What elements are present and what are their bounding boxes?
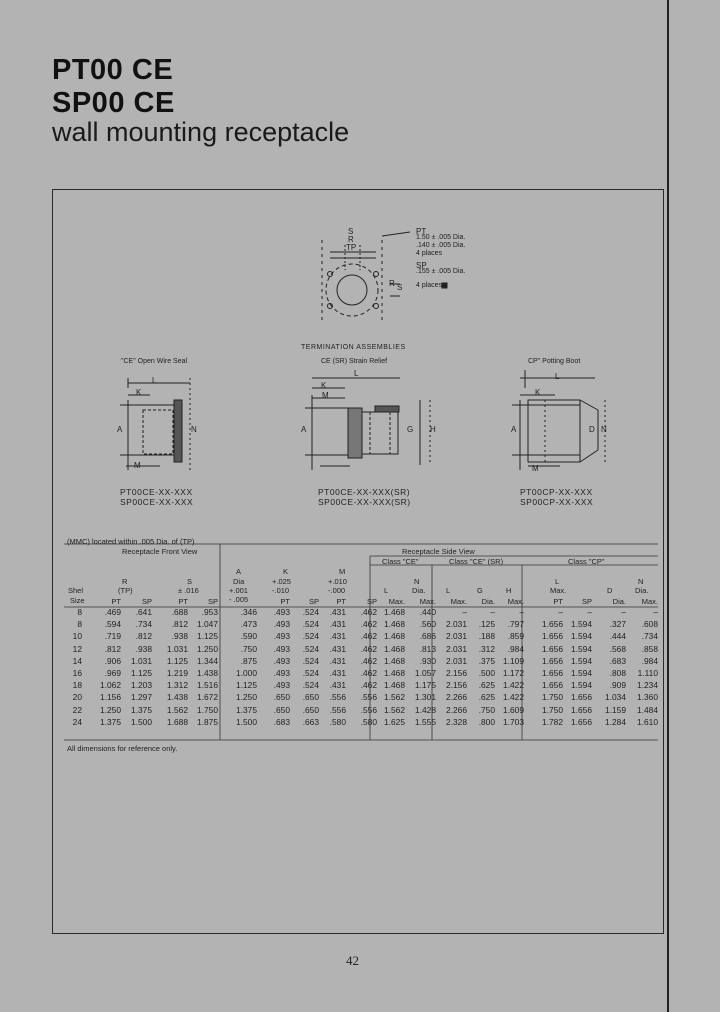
table-cell: 1.297 (131, 692, 152, 703)
front-r-label: R (389, 279, 395, 288)
table-cell: .938 (135, 643, 152, 654)
cp-dim-a: A (511, 425, 517, 434)
table-cell: .797 (507, 619, 524, 630)
table-cell: 1.109 (503, 655, 524, 666)
hdr-r: R (122, 577, 128, 586)
ce-dim-k: K (136, 388, 142, 397)
column-subheader: SP (207, 597, 218, 606)
table-cell: .683 (273, 716, 290, 727)
ce-dim-m: M (134, 461, 141, 470)
table-cell: 1.175 (415, 680, 436, 691)
termination-heading: TERMINATION ASSEMBLIES (301, 344, 406, 351)
table-cell: 1.562 (384, 692, 405, 703)
table-cell: .375 (478, 655, 495, 666)
table-cell: 1.125 (197, 631, 218, 642)
table-cell: 2.031 (446, 631, 467, 642)
table-cell: .431 (329, 619, 346, 630)
column-subheader: SP (141, 597, 152, 606)
table-cell: 1.468 (384, 631, 405, 642)
table-cell: .688 (171, 607, 188, 617)
table-cell: 1.468 (384, 655, 405, 666)
table-cell: 1.438 (167, 692, 188, 703)
table-cell: 1.219 (167, 667, 188, 678)
sr-dim-m: M (322, 391, 329, 400)
ce-sr-heading: CE (SR) Strain Relief (321, 358, 388, 365)
table-cell: 1.562 (167, 704, 188, 715)
table-cell: 1.468 (384, 643, 405, 654)
table-cell: .493 (273, 631, 290, 642)
table-cell: 1.468 (384, 680, 405, 691)
table-cell: 18 (72, 680, 82, 691)
table-cell: 1.656 (542, 667, 563, 678)
table-cell: 1.516 (197, 680, 218, 691)
table-cell: .431 (329, 643, 346, 654)
table-cell: 14 (72, 655, 82, 666)
column-subheader: PT (280, 597, 290, 606)
table-cell: 1.203 (131, 680, 152, 691)
table-cell: .431 (329, 680, 346, 691)
table-row (64, 619, 658, 631)
mmc-note: (MMC) located within .005 Dia. of (TP) (67, 537, 195, 546)
table-cell: .858 (641, 643, 658, 654)
table-cell: 1.555 (415, 716, 436, 727)
table-cell: 1.656 (571, 692, 592, 703)
sr-caption-pt: PT00CE-XX-XXX(SR) (318, 487, 411, 497)
table-cell: 1.688 (167, 716, 188, 727)
table-row (64, 705, 658, 717)
table-cell: .312 (478, 643, 495, 654)
table-cell: .984 (507, 643, 524, 654)
table-cell: .524 (302, 619, 319, 630)
table-cell: 1.750 (542, 692, 563, 703)
front-sp-label: SP (416, 261, 427, 270)
table-cell: 1.610 (637, 716, 658, 727)
table-cell: 8 (77, 619, 82, 630)
sr-dim-a: A (301, 425, 307, 434)
table-cell: .431 (329, 631, 346, 642)
table-cell: 1.344 (197, 655, 218, 666)
hdr-k-tol1: +.025 (272, 577, 291, 586)
table-cell: .953 (201, 607, 218, 617)
table-cell: 1.594 (571, 619, 592, 630)
table-cell: .750 (240, 643, 257, 654)
hdr-m-tol2: -.000 (328, 586, 346, 595)
table-cell: .683 (609, 655, 626, 666)
column-subheader: Dia. (612, 597, 626, 606)
table-cell: .560 (419, 619, 436, 630)
table-cell: .641 (135, 607, 152, 617)
column-subheader: Max. (450, 597, 467, 606)
sr-dim-l: L (354, 369, 359, 378)
table-cell: .462 (360, 643, 377, 654)
cp-caption-sp: SP00CP-XX-XXX (520, 497, 594, 507)
hdr-k-tol2: -.010 (272, 586, 290, 595)
table-cell: – (587, 607, 592, 617)
table-cell: 1.250 (197, 643, 218, 654)
front-label-tp: TP (346, 243, 357, 252)
table-cell: 1.594 (571, 643, 592, 654)
table-cell: .440 (419, 607, 436, 617)
table-cell: .493 (273, 680, 290, 691)
table-cell: .493 (273, 607, 290, 617)
table-cell: .524 (302, 643, 319, 654)
table-cell: 1.422 (503, 692, 524, 703)
table-cell: 1.031 (167, 643, 188, 654)
table-cell: 2.156 (446, 680, 467, 691)
table-cell: 1.484 (637, 704, 658, 715)
table-cell: 1.703 (503, 716, 524, 727)
table-cell: .875 (240, 655, 257, 666)
table-cell: .524 (302, 607, 319, 617)
column-subheader: Max. (419, 597, 436, 606)
hdr-h: H (506, 586, 512, 595)
table-cell: .188 (478, 631, 495, 642)
table-cell: 1.500 (131, 716, 152, 727)
cp-dim-l: L (555, 372, 560, 381)
hdr-l-sr: L (446, 586, 451, 595)
table-cell: .524 (302, 655, 319, 666)
table-cell: .493 (273, 643, 290, 654)
table-cell: 1.625 (384, 716, 405, 727)
table-cell: .938 (171, 631, 188, 642)
table-cell: .608 (641, 619, 658, 630)
table-cell: .556 (360, 692, 377, 703)
group-side-view: Receptacle Side View (402, 547, 475, 556)
table-cell: 1.562 (384, 704, 405, 715)
table-cell: 8 (77, 607, 82, 617)
table-cell: 24 (72, 716, 82, 727)
table-row (64, 668, 658, 680)
cp-heading: CP" Potting Boot (528, 358, 581, 365)
class-cp: Class "CP" (568, 557, 605, 566)
front-pt-dim2: .140 ± .005 Dia. (416, 242, 466, 249)
hdr-m: M (339, 567, 346, 576)
table-cell: .500 (478, 667, 495, 678)
table-cell: .473 (240, 619, 257, 630)
table-cell: .462 (360, 631, 377, 642)
table-cell: 1.594 (571, 680, 592, 691)
table-cell: 1.125 (167, 655, 188, 666)
table-cell: .625 (478, 692, 495, 703)
hdr-s: S (187, 577, 193, 586)
table-cell: .524 (302, 680, 319, 691)
table-cell: 20 (72, 692, 82, 703)
table-cell: .431 (329, 655, 346, 666)
table-cell: 1.428 (415, 704, 436, 715)
column-subheader: SP (581, 597, 592, 606)
table-cell: 1.125 (131, 667, 152, 678)
table-cell: .556 (329, 692, 346, 703)
table-cell: .812 (171, 619, 188, 630)
table-cell: 1.500 (236, 716, 257, 727)
title-pt00ce: PT00 CE (52, 54, 174, 86)
ce-dim-l: L (152, 376, 157, 385)
column-subheader: SP (308, 597, 319, 606)
hdr-s-tol: ± .016 (178, 586, 199, 595)
table-cell: .750 (478, 704, 495, 715)
table-cell: .813 (419, 643, 436, 654)
table-cell: 2.031 (446, 619, 467, 630)
table-cell: .906 (104, 655, 121, 666)
table-cell: 1.594 (571, 655, 592, 666)
table-row (64, 631, 658, 643)
table-cell: .556 (360, 704, 377, 715)
table-cell: 1.656 (542, 643, 563, 654)
hdr-n-ce: N (414, 577, 420, 586)
table-cell: .469 (104, 607, 121, 617)
dimension-table (64, 607, 658, 729)
column-subheader: SP (366, 597, 377, 606)
table-cell: 2.031 (446, 655, 467, 666)
table-cell: 1.656 (571, 716, 592, 727)
hdr-l-cp: L (555, 577, 560, 586)
table-cell: 1.062 (100, 680, 121, 691)
table-cell: 1.172 (503, 667, 524, 678)
hdr-a-tol2: - .005 (229, 595, 249, 604)
table-cell: .734 (135, 619, 152, 630)
table-cell: – (558, 607, 563, 617)
table-cell: .719 (104, 631, 121, 642)
table-cell: .524 (302, 631, 319, 642)
table-cell: .808 (609, 667, 626, 678)
table-cell: .650 (273, 692, 290, 703)
table-cell: .493 (273, 667, 290, 678)
sr-caption-sp: SP00CE-XX-XXX(SR) (318, 497, 411, 507)
table-cell: .346 (240, 607, 257, 617)
table-cell: .444 (609, 631, 626, 642)
table-cell: 2.266 (446, 704, 467, 715)
table-cell: 16 (72, 667, 82, 678)
sr-dim-g: G (407, 425, 414, 434)
ce-caption-sp: SP00CE-XX-XXX (120, 497, 194, 507)
table-cell: 1.609 (503, 704, 524, 715)
ce-heading: "CE" Open Wire Seal (121, 358, 188, 365)
sr-dim-h: H (430, 425, 436, 434)
table-cell: .663 (302, 716, 319, 727)
table-cell: 1.656 (542, 619, 563, 630)
table-cell: .734 (641, 631, 658, 642)
table-cell: .125 (478, 619, 495, 630)
table-cell: .493 (273, 619, 290, 630)
table-cell: .327 (609, 619, 626, 630)
table-cell: .686 (419, 631, 436, 642)
hdr-k: K (283, 567, 289, 576)
table-cell: 1.422 (503, 680, 524, 691)
cp-caption-pt: PT00CP-XX-XXX (520, 487, 593, 497)
table-cell: 1.750 (197, 704, 218, 715)
table-cell: .568 (609, 643, 626, 654)
column-subheader: PT (111, 597, 121, 606)
front-pt-dim1: 1.50 ± .005 Dia. (416, 234, 466, 241)
table-cell: 1.468 (384, 607, 405, 617)
table-cell: 1.594 (571, 631, 592, 642)
hdr-m-tol1: +.010 (328, 577, 347, 586)
hdr-n-dia: Dia. (412, 586, 426, 595)
table-cell: 1.375 (100, 716, 121, 727)
cp-dim-k: K (535, 388, 541, 397)
class-ce: Class "CE" (382, 557, 419, 566)
hdr-n-cp-dia: Dia. (635, 586, 649, 595)
table-cell: 1.159 (605, 704, 626, 715)
table-cell: 10 (72, 631, 82, 642)
table-cell: 1.656 (542, 655, 563, 666)
table-cell: 1.047 (197, 619, 218, 630)
table-cell: 1.250 (236, 692, 257, 703)
table-cell: .431 (329, 607, 346, 617)
table-cell: .812 (104, 643, 121, 654)
column-subheader: Dia. (481, 597, 495, 606)
cp-dim-d: D (589, 425, 595, 434)
table-row (64, 607, 658, 619)
sr-dim-k: K (321, 381, 327, 390)
table-cell: 1.284 (605, 716, 626, 727)
table-cell: 1.468 (384, 619, 405, 630)
table-cell: 1.000 (236, 667, 257, 678)
hdr-a-dia: Dia (233, 577, 245, 586)
front-pt-dim3: 4 places (416, 250, 443, 257)
table-cell: – (621, 607, 626, 617)
table-cell: .556 (329, 704, 346, 715)
table-row (64, 644, 658, 656)
table-cell: .800 (478, 716, 495, 727)
table-cell: 1.594 (571, 667, 592, 678)
table-cell: .984 (641, 655, 658, 666)
hdr-a-tol1: +.001 (229, 586, 248, 595)
column-subheader: PT (553, 597, 563, 606)
front-pt-label: PT (416, 227, 427, 236)
hdr-a: A (236, 567, 242, 576)
ce-open-wire-seal-drawing (120, 378, 190, 470)
table-cell: 2.266 (446, 692, 467, 703)
table-cell: .462 (360, 680, 377, 691)
table-cell: 12 (72, 643, 82, 654)
column-subheader: PT (178, 597, 188, 606)
hdr-tp: (TP) (118, 586, 133, 595)
front-label-r: R (348, 235, 354, 244)
table-cell: 1.438 (197, 667, 218, 678)
front-places: 4 places (416, 282, 443, 289)
table-cell: – (490, 607, 495, 617)
cp-potting-boot-drawing (512, 370, 605, 470)
hdr-l-cp-max: Max. (550, 586, 567, 595)
hdr-l-ce: L (384, 586, 389, 595)
column-subheader: Max. (388, 597, 405, 606)
table-cell: 1.375 (236, 704, 257, 715)
page-subtitle: wall mounting receptacle (52, 117, 350, 147)
table-cell: 1.110 (637, 667, 658, 678)
table-cell: 1.656 (571, 704, 592, 715)
table-cell: 1.234 (637, 680, 658, 691)
table-cell: 1.875 (197, 716, 218, 727)
table-cell: .969 (104, 667, 121, 678)
hdr-g: G (477, 586, 483, 595)
title-sp00ce: SP00 CE (52, 87, 175, 119)
table-cell: .812 (135, 631, 152, 642)
table-row (64, 717, 658, 729)
table-cell: 1.312 (167, 680, 188, 691)
table-cell: – (519, 607, 524, 617)
table-cell: 1.750 (542, 704, 563, 715)
hdr-shell: Shel (68, 586, 84, 595)
ce-caption-pt: PT00CE-XX-XXX (120, 487, 193, 497)
table-footnote: All dimensions for reference only. (67, 744, 178, 753)
table-cell: .650 (302, 704, 319, 715)
table-cell: .462 (360, 619, 377, 630)
page-number: 42 (346, 953, 359, 968)
table-cell: .462 (360, 655, 377, 666)
table-cell: – (462, 607, 467, 617)
table-cell: 1.057 (415, 667, 436, 678)
table-row (64, 692, 658, 704)
front-s-label: S (397, 283, 403, 292)
table-cell: 1.656 (542, 631, 563, 642)
ce-dim-n: N (191, 425, 197, 434)
front-label-s: S (348, 227, 354, 236)
table-cell: .580 (360, 716, 377, 727)
table-cell: 1.656 (542, 680, 563, 691)
group-front-view: Receptacle Front View (122, 547, 198, 556)
table-cell: 1.301 (415, 692, 436, 703)
table-cell: 2.156 (446, 667, 467, 678)
class-ce-sr: Class "CE" (SR) (449, 557, 504, 566)
table-cell: .859 (507, 631, 524, 642)
hdr-d: D (607, 586, 613, 595)
table-row (64, 680, 658, 692)
table-cell: 1.468 (384, 667, 405, 678)
table-cell: .650 (273, 704, 290, 715)
cp-dim-n: N (601, 425, 607, 434)
table-cell: 1.360 (637, 692, 658, 703)
column-subheader: Max. (641, 597, 658, 606)
table-cell: .462 (360, 667, 377, 678)
table-cell: .580 (329, 716, 346, 727)
table-row (64, 656, 658, 668)
table-cell: – (653, 607, 658, 617)
table-cell: 2.328 (446, 716, 467, 727)
front-sp-dim1: .155 ± .005 Dia. (416, 268, 466, 275)
table-cell: .493 (273, 655, 290, 666)
table-cell: .462 (360, 607, 377, 617)
table-cell: 1.782 (542, 716, 563, 727)
table-cell: 1.034 (605, 692, 626, 703)
table-cell: .524 (302, 667, 319, 678)
table-cell: 2.031 (446, 643, 467, 654)
column-subheader: PT (336, 597, 346, 606)
table-cell: .590 (240, 631, 257, 642)
table-cell: .930 (419, 655, 436, 666)
table-cell: 1.375 (131, 704, 152, 715)
hdr-n-cp: N (638, 577, 644, 586)
column-subheader: Max. (507, 597, 524, 606)
table-cell: .431 (329, 667, 346, 678)
table-cell: 1.031 (131, 655, 152, 666)
cp-dim-m: M (532, 464, 539, 473)
table-cell: 1.156 (100, 692, 121, 703)
table-cell: 22 (72, 704, 82, 715)
hdr-size: Size (70, 596, 85, 605)
ce-dim-a: A (117, 425, 123, 434)
table-cell: 1.672 (197, 692, 218, 703)
table-cell: .909 (609, 680, 626, 691)
table-cell: .650 (302, 692, 319, 703)
table-cell: .594 (104, 619, 121, 630)
table-cell: .625 (478, 680, 495, 691)
table-cell: 1.125 (236, 680, 257, 691)
table-cell: 1.250 (100, 704, 121, 715)
